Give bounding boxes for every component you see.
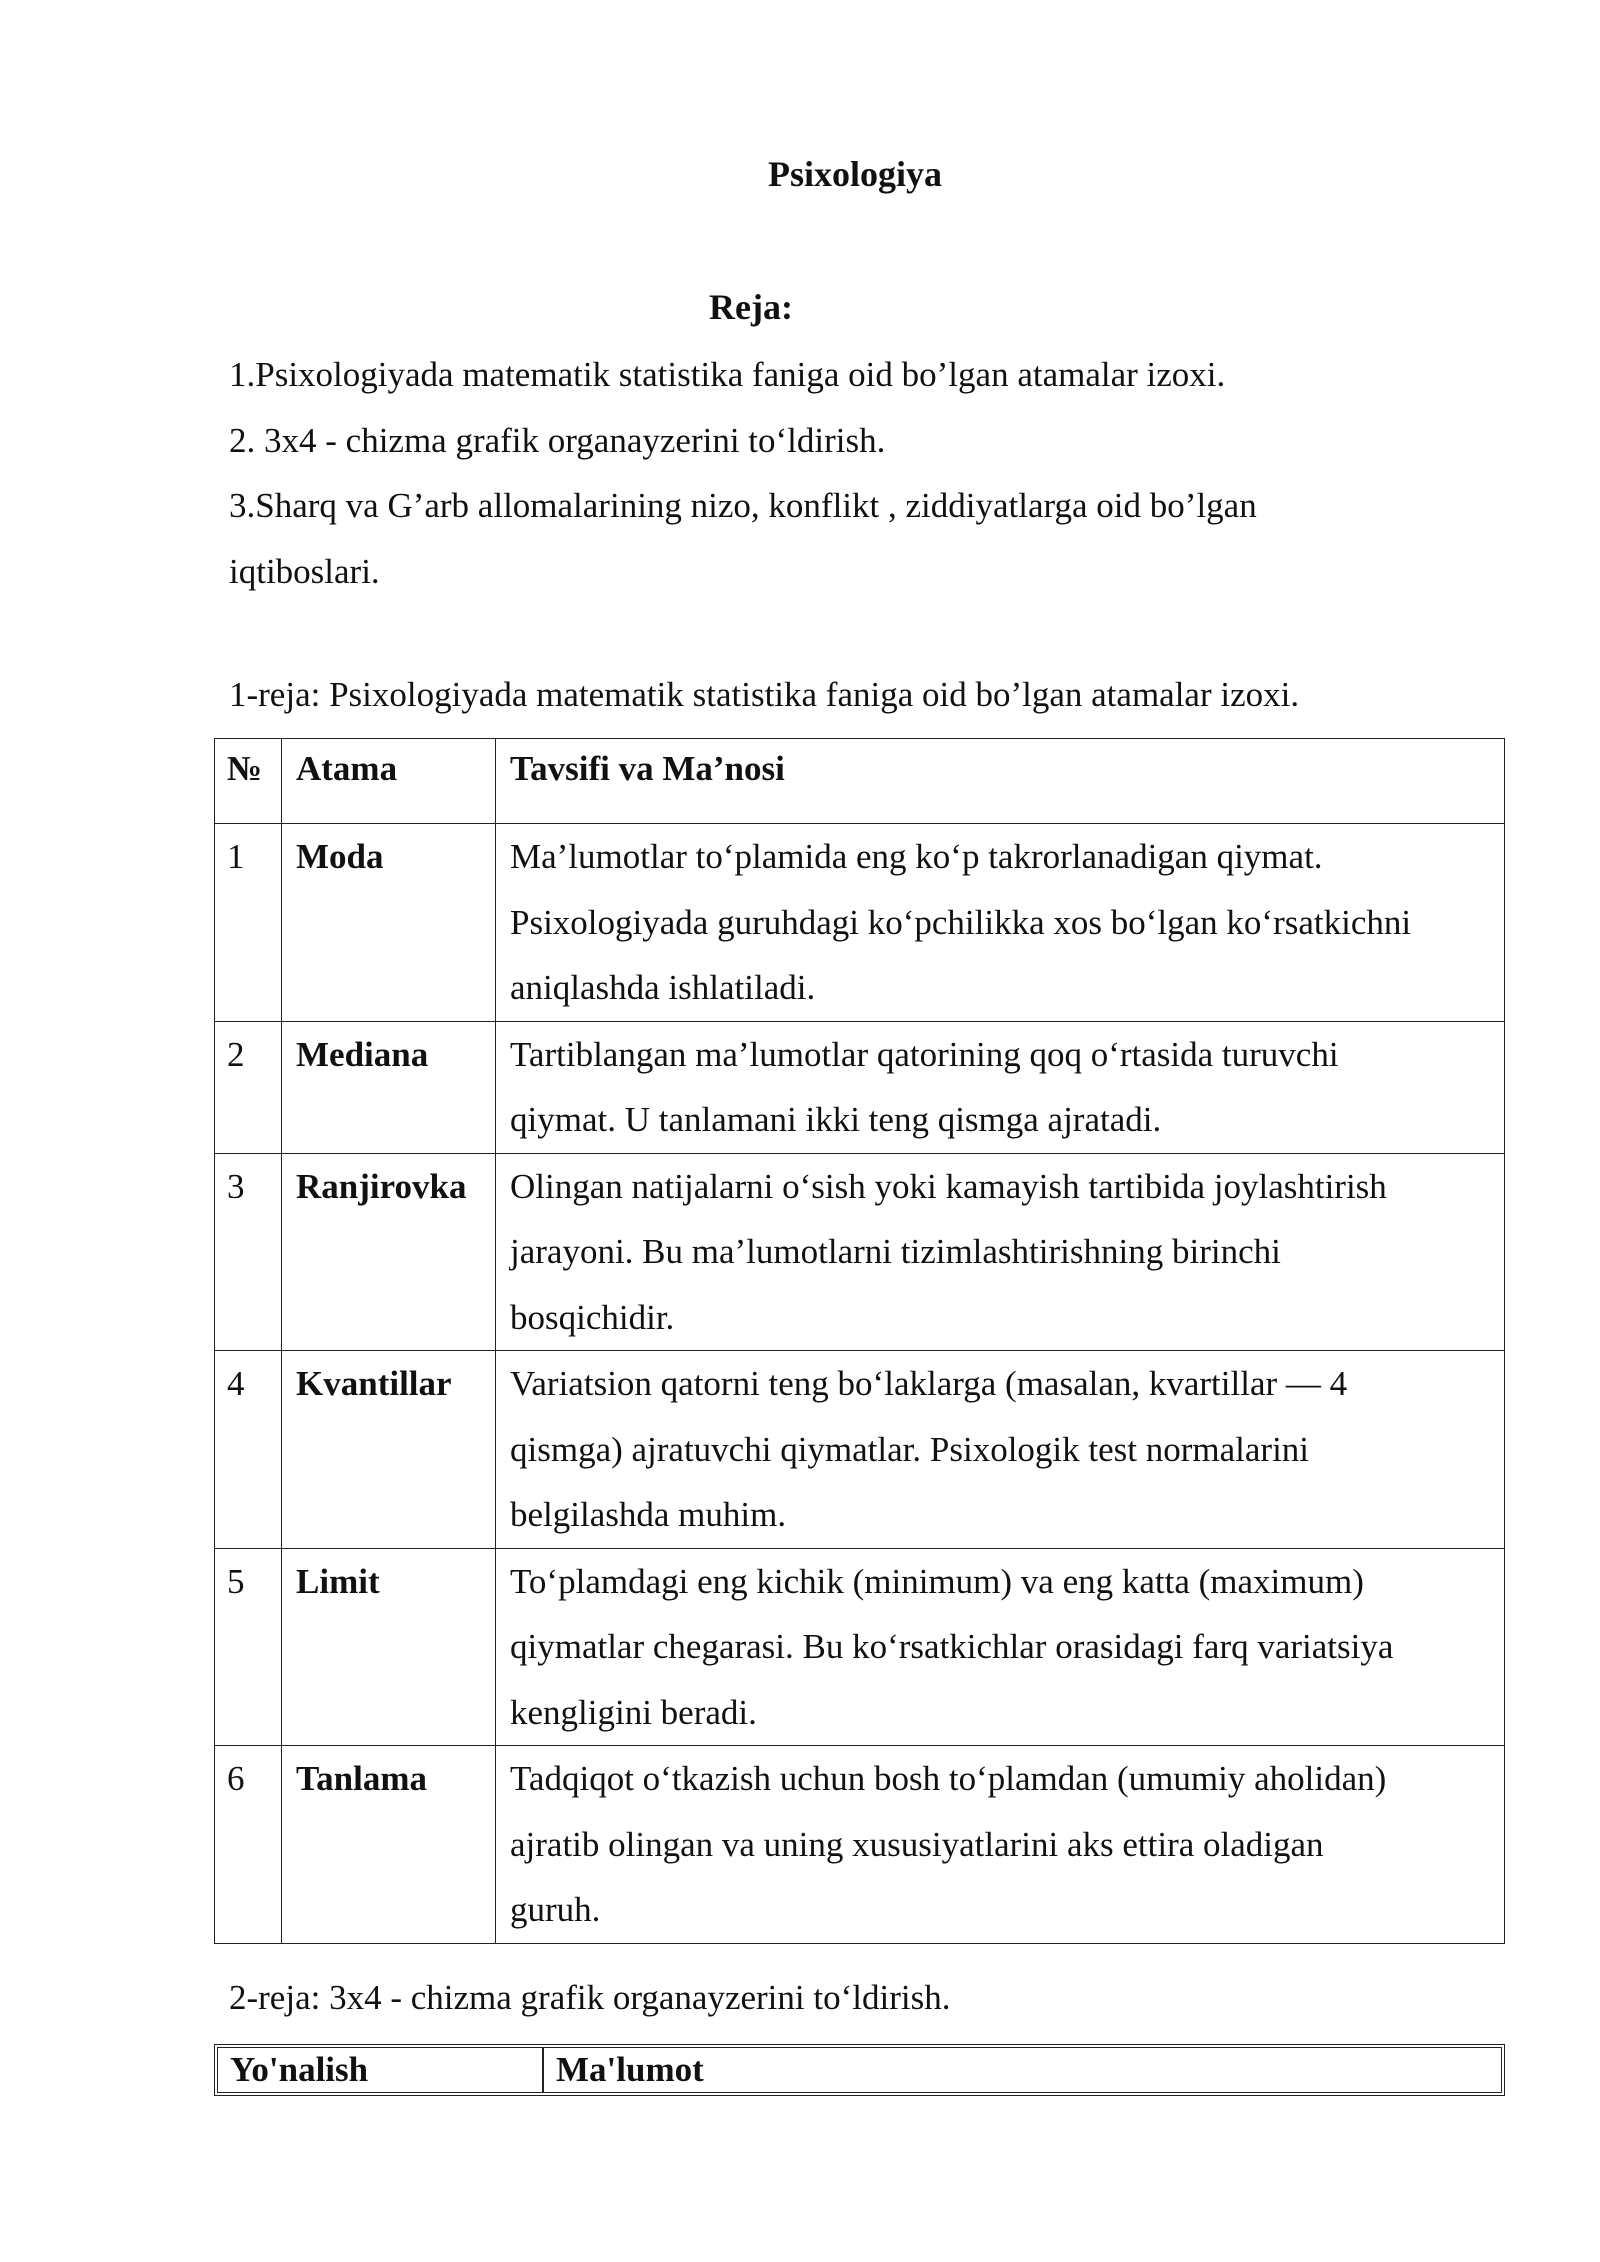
description-line: bosqichidir.: [510, 1297, 675, 1337]
description-line: Tartiblangan ma’lumotlar qatorining qoq o‘rtasida turuvchi: [510, 1034, 1339, 1074]
terms-table-header-row: [215, 739, 1505, 824]
table-row: [215, 824, 1505, 1022]
row-number: 4: [215, 1351, 282, 1549]
term-name: Moda: [282, 824, 496, 1022]
section2-heading: 2-reja: 3x4 - chizma grafik organayzerini to‘ldirish.: [229, 1978, 951, 2017]
terms-table: [214, 738, 1505, 1944]
description-line: qismga) ajratuvchi qiymatlar. Psixologik test normalarini: [510, 1429, 1310, 1469]
description-line: jarayoni. Bu ma’lumotlarni tizimlashtirishning birinchi: [510, 1232, 1281, 1271]
description-line: Olingan natijalarni o‘sish yoki kamayish tartibida joylashtirish: [510, 1166, 1387, 1206]
term-description: [496, 824, 1505, 1022]
term-description: [496, 1548, 1505, 1746]
term-name: Ranjirovka: [282, 1153, 496, 1351]
term-description: [496, 1153, 1505, 1351]
plan-item: iqtiboslari.: [229, 551, 380, 591]
section1-heading: 1-reja: Psixologiyada matematik statistika faniga oid bo’lgan atamalar izoxi.: [229, 675, 1300, 714]
row-number: 5: [215, 1548, 282, 1746]
document-title: Psixologiya: [767, 154, 942, 194]
description-line: Ma’lumotlar to‘plamida eng ko‘p takrorlanadigan qiymat.: [510, 837, 1323, 876]
term-description: [496, 1746, 1505, 1944]
row-number: 1: [215, 824, 282, 1022]
plan-item: 3.Sharq va G’arb allomalarining nizo, konflikt , ziddiyatlarga oid bo’lgan: [229, 486, 1257, 525]
description-line: belgilashda muhim.: [510, 1495, 787, 1534]
plan-item: 1.Psixologiyada matematik statistika faniga oid bo’lgan atamalar izoxi.: [229, 355, 1226, 394]
row-number: 2: [215, 1021, 282, 1153]
table-row: [215, 1351, 1505, 1549]
organizer-header-row: [218, 2048, 1501, 2092]
column-header-number: №: [215, 739, 282, 824]
table-row: [215, 1021, 1505, 1153]
description-line: aniqlashda ishlatiladi.: [510, 968, 816, 1007]
description-line: qiymatlar chegarasi. Bu ko‘rsatkichlar orasidagi farq variatsiya: [510, 1627, 1394, 1666]
row-number: 6: [215, 1746, 282, 1944]
term-name: Limit: [282, 1548, 496, 1746]
description-line: To‘plamdagi eng kichik (minimum) va eng katta (maximum): [510, 1561, 1364, 1601]
term-name: Mediana: [282, 1021, 496, 1153]
table-row: [215, 1153, 1505, 1351]
description-line: kengligini beradi.: [510, 1692, 757, 1732]
column-header-direction: Yo'nalish: [218, 2048, 544, 2092]
description-line: qiymat. U tanlamani ikki teng qismga ajratadi.: [510, 1100, 1162, 1139]
term-description: [496, 1351, 1505, 1549]
description-line: Psixologiyada guruhdagi ko‘pchilikka xos bo‘lgan ko‘rsatkichni: [510, 902, 1412, 942]
plan-list: [229, 342, 1429, 604]
description-line: ajratib olingan va uning xususiyatlarini aks ettira oladigan: [510, 1824, 1324, 1864]
row-number: 3: [215, 1153, 282, 1351]
table-row: [215, 1746, 1505, 1944]
term-name: Tanlama: [282, 1746, 496, 1944]
table-row: [215, 1548, 1505, 1746]
term-description: [496, 1021, 1505, 1153]
column-header-description: Tavsifi va Ma’nosi: [496, 739, 1505, 824]
description-line: Tadqiqot o‘tkazish uchun bosh to‘plamdan (umumiy aholidan): [510, 1759, 1387, 1798]
description-line: guruh.: [510, 1890, 601, 1929]
plan-item: 2. 3x4 - chizma grafik organayzerini to‘ldirish.: [229, 420, 886, 460]
column-header-term: Atama: [282, 739, 496, 824]
plan-heading: Reja:: [709, 287, 793, 327]
description-line: Variatsion qatorni teng bo‘laklarga (masalan, kvartillar — 4: [510, 1364, 1348, 1403]
term-name: Kvantillar: [282, 1351, 496, 1549]
organizer-table: [214, 2044, 1505, 2096]
column-header-information: Ma'lumot: [556, 2050, 704, 2089]
